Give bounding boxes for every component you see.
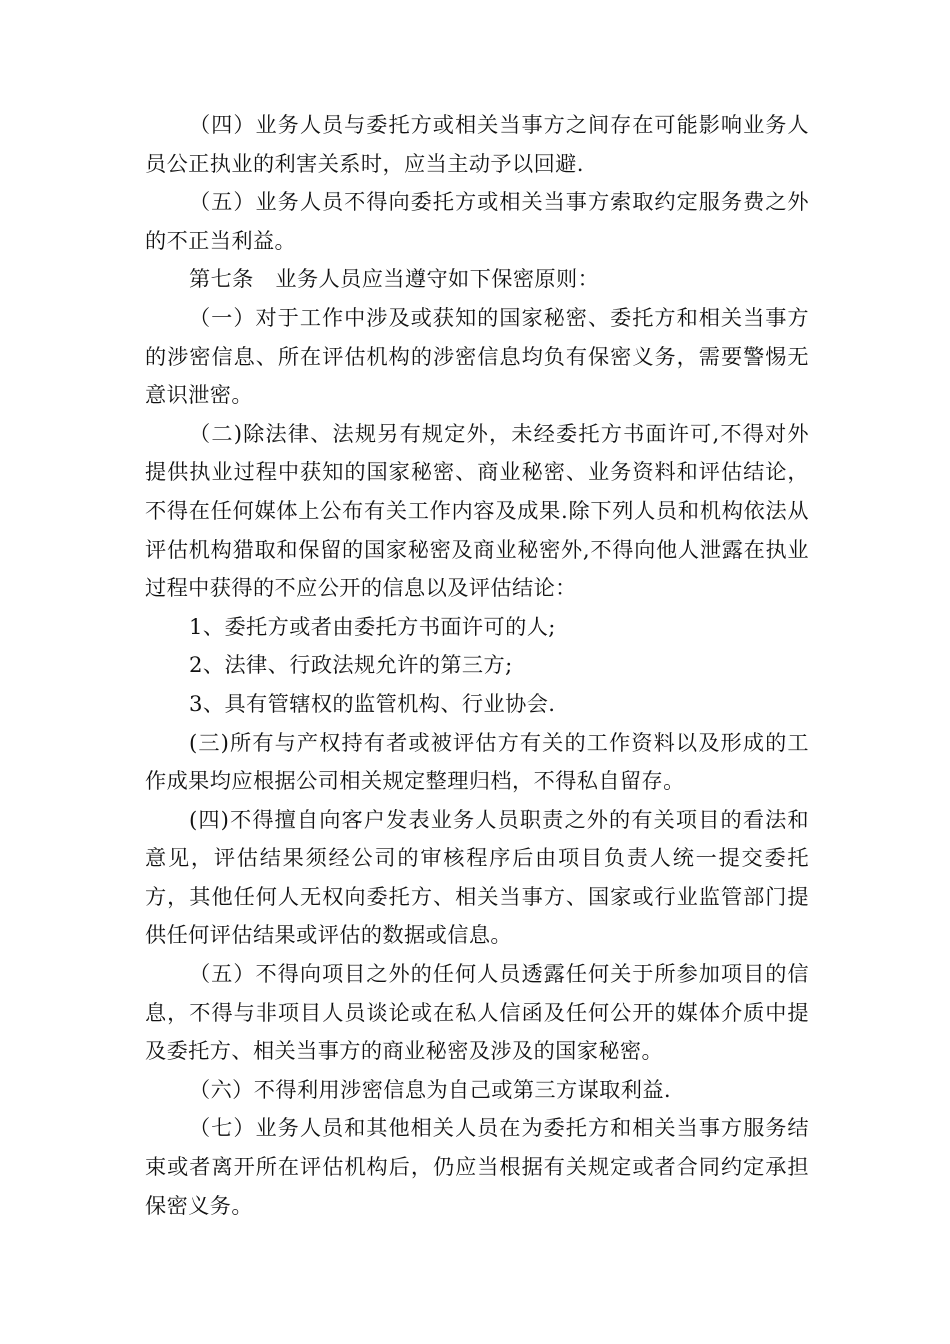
paragraph-improper-benefits: （五）业务人员不得向委托方或相关当事方索取约定服务费之外的不正当利益。 <box>145 189 809 253</box>
paragraph-after-service: （七）业务人员和其他相关人员在为委托方和相关当事方服务结束或者离开所在评估机构后，仍应当根据有关规定或者合同约定承担保密义务。 <box>145 1115 809 1218</box>
paragraph-no-profit: （六）不得利用涉密信息为自己或第三方谋取利益. <box>189 1076 672 1102</box>
list-item-regulator: 3、具有管辖权的监管机构、行业协会. <box>189 690 556 716</box>
document-body <box>145 106 809 1225</box>
paragraph-opinions: (四)不得擅自向客户发表业务人员职责之外的有关项目的看法和意见，评估结果须经公司的审核程序后由项目负责人统一提交委托方，其他任何人无权向委托方、相关当事方、国家或行业监管部门提供任何评估结果或评估的数据或信息。 <box>145 806 809 948</box>
paragraph-disclosure-restriction: （二)除法律、法规另有规定外，未经委托方书面许可,不得对外提供执业过程中获知的国家秘密、商业秘密、业务资料和评估结论，不得在任何媒体上公布有关工作内容及成果.除下列人员和机构依法从评估机构猎取和保留的国家秘密及商业秘密外,不得向他人泄露在执业过程中获得的不应公开的信息以及评估结论： <box>145 420 809 601</box>
list-item-client: 1、委托方或者由委托方书面许可的人; <box>189 613 556 639</box>
paragraph-confidentiality-duty: （一）对于工作中涉及或获知的国家秘密、委托方和相关当事方的涉密信息、所在评估机构的涉密信息均负有保密义务，需要警惕无意识泄密。 <box>145 304 809 408</box>
article-seven-heading: 第七条 业务人员应当遵守如下保密原则： <box>189 266 600 292</box>
list-item-third-party: 2、法律、行政法规允许的第三方; <box>189 652 513 678</box>
paragraph-recusal: （四）业务人员与委托方或相关当事方之间存在可能影响业务人员公正执业的利害关系时，应当主动予以回避. <box>145 112 809 176</box>
paragraph-archiving: (三)所有与产权持有者或被评估方有关的工作资料以及形成的工作成果均应根据公司相关规定整理归档，不得私自留存。 <box>145 729 809 794</box>
paragraph-no-leaks: （五）不得向项目之外的任何人员透露任何关于所参加项目的信息，不得与非项目人员谈论或在私人信函及任何公开的媒体介质中提及委托方、相关当事方的商业秘密及涉及的国家秘密。 <box>145 961 809 1064</box>
